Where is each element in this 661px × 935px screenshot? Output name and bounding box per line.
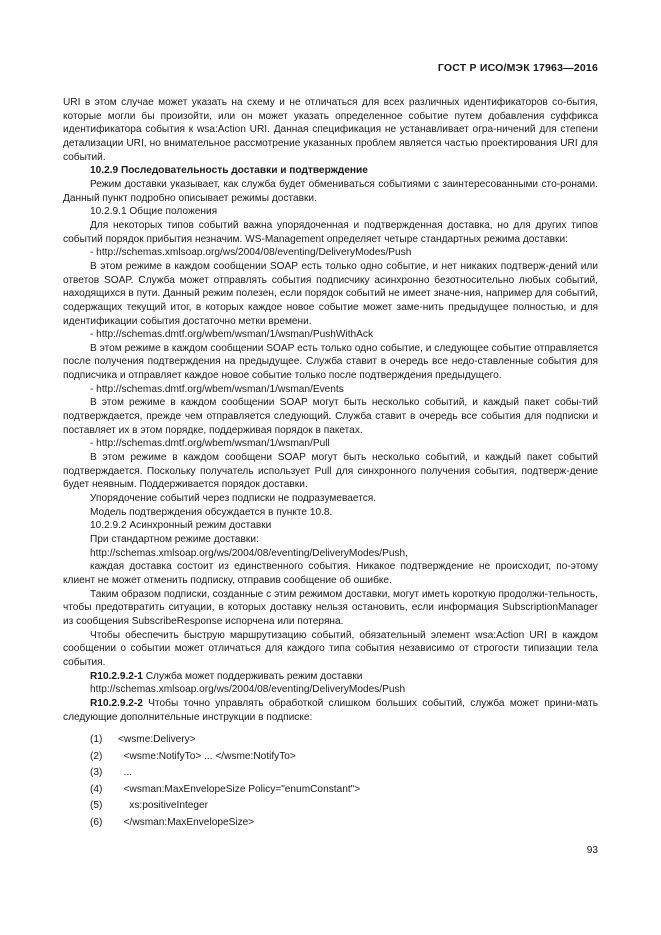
requirement-paragraph: [63, 697, 598, 724]
subsection-heading: 10.2.9.2 Асинхронный режим доставки: [90, 520, 272, 532]
paragraph: Упорядочение событий через подписки не подразумевается.: [90, 493, 377, 505]
uri-item: http://schemas.xmlsoap.org/ws/2004/08/eventing/DeliveryModes/Push: [90, 684, 406, 696]
requirement-id: R10.2.9.2-2: [90, 697, 143, 709]
page-body: [63, 96, 598, 831]
code-text: <wsman:MaxEnvelopeSize Policy="enumConstant">: [118, 783, 361, 795]
uri-item: - http://schemas.dmtf.org/wbem/wsman/1/wsman/Events: [90, 383, 344, 395]
requirement-text: Служба может поддерживать режим доставки: [145, 670, 363, 682]
code-line: [63, 749, 598, 766]
line-number: (3): [90, 767, 103, 779]
paragraph: Таким образом подписки, созданные с этим режимом доставки, могут иметь короткую продолжи-тельность, чтобы предотвратить ситуации, в которых доставку нельзя остановить, если информация SubscriptionManager из сообщения SubscribeResponse испорчена или потеряна.: [63, 588, 598, 627]
code-line: [63, 815, 598, 832]
paragraph: В этом режиме в каждом сообщении SOAP есть только одно событие, и нет никаких подтверж-дений или ответов SOAP. Служба может отправлять события подписчику асинхронно безотносительно любых событий, находящихся в пути. Данный режим полезен, если порядок событий не имеет значе-ния, например для событий, содержащих текущий итог, в которых каждое новое событие может заме-нить предыдущее полностью, и для идентификации события достаточно метки времени.: [63, 260, 598, 327]
paragraph: При стандартном режиме доставки:: [90, 534, 259, 545]
code-text: </wsman:MaxEnvelopeSize>: [118, 816, 255, 828]
paragraph: URI в этом случае может указать на схему и не отличаться для всех различных идентификаторов со-бытия, которые могли бы произойти, или он может указать определенное событие путем добавления суффикса идентификатора события к wsa:Action URI. Данная спецификация не устанавливает огра-ничений для степени детализации URI, но внимательное рассмотрение указанных проблем является частью проектирования URI для событий.: [63, 97, 598, 163]
line-number: (6): [90, 816, 103, 828]
code-line: [63, 798, 598, 815]
paragraph: Чтобы обеспечить быструю маршрутизацию событий, обязательный элемент wsa:Action URI в каждом сообщении о событии может отличаться для каждого типа события независимо от строгости типизации тела события.: [63, 629, 598, 668]
paragraph: В этом режиме в каждом сообщении SOAP могут быть несколько событий, и каждый пакет собы-тий подтверждается, прежде чем отправляется следующий. Служба ставит в очередь все события для подписки и поставляет их в этом порядке, поддерживая порядок в пакетах.: [63, 397, 598, 436]
page-number: 93: [586, 845, 598, 856]
paragraph: В этом режиме в каждом сообщени SOAP могут быть несколько событий, и каждый пакет событий подтверждается. Поскольку получатель использует Pull для синхронного получения события, подтверж-дение будет неявным. Поддерживается порядок доставки.: [63, 452, 598, 491]
line-number: (4): [90, 783, 103, 795]
code-text: xs:positiveInteger: [118, 800, 209, 812]
subsection-heading: 10.2.9.1 Общие положения: [90, 206, 218, 218]
paragraph: каждая доставка состоит из единственного события. Никакое подтверждение не происходит, по-этому клиент не может отменить подписку, отправив сообщение об ошибке.: [63, 561, 598, 586]
requirement-id: R10.2.9.2-1: [90, 670, 143, 682]
paragraph: Модель подтверждения обсуждается в пункте 10.8.: [90, 506, 333, 518]
line-number: (1): [90, 734, 103, 746]
uri-item: - http://schemas.xmlsoap.org/ws/2004/08/eventing/DeliveryModes/Push: [90, 247, 412, 259]
code-text: <wsme:NotifyTo> ... </wsme:NotifyTo>: [118, 750, 296, 762]
uri-item: - http://schemas.dmtf.org/wbem/wsman/1/wsman/Pull: [90, 438, 330, 450]
uri-item: http://schemas.xmlsoap.org/ws/2004/08/eventing/DeliveryModes/Push,: [90, 547, 408, 559]
requirement-paragraph: [63, 670, 598, 684]
line-number: (2): [90, 750, 103, 762]
paragraph: Для некоторых типов событий важна упорядоченная и подтвержденная доставка, но для других типов событий порядок прибытия незначим. WS-Management определяет четыре стандартных режима доставки:: [63, 219, 598, 245]
section-heading: 10.2.9 Последовательность доставки и подтверждение: [90, 165, 368, 177]
code-text: <wsme:Delivery>: [118, 734, 196, 746]
code-line: [63, 782, 598, 799]
line-number: (5): [90, 800, 103, 812]
code-listing: [63, 732, 598, 831]
requirement-text: Чтобы точно управлять обработкой слишком больших событий, служба может прини-мать следующие дополнительные инструкции в подписке:: [63, 697, 598, 723]
code-text: ...: [118, 767, 133, 779]
paragraph: В этом режиме в каждом сообщении SOAP есть только одно событие, и следующее событие отправляется после получения подтверждения на предыдущее. Служба ставит в очередь все недо-ставленные события для подписчика и отправляет каждое новое событие только после подтверждения предыдущего.: [63, 342, 598, 382]
code-line: [63, 732, 598, 749]
document-header: ГОСТ Р ИСО/МЭК 17963—2016: [437, 62, 598, 74]
code-line: [63, 765, 598, 782]
uri-item: - http://schemas.dmtf.org/wbem/wsman/1/wsman/PushWithAck: [90, 329, 374, 341]
paragraph: Режим доставки указывает, как служба будет обмениваться событиями с заинтересованными сто-ронами. Данный пункт подробно описывает режимы доставки.: [63, 178, 598, 204]
